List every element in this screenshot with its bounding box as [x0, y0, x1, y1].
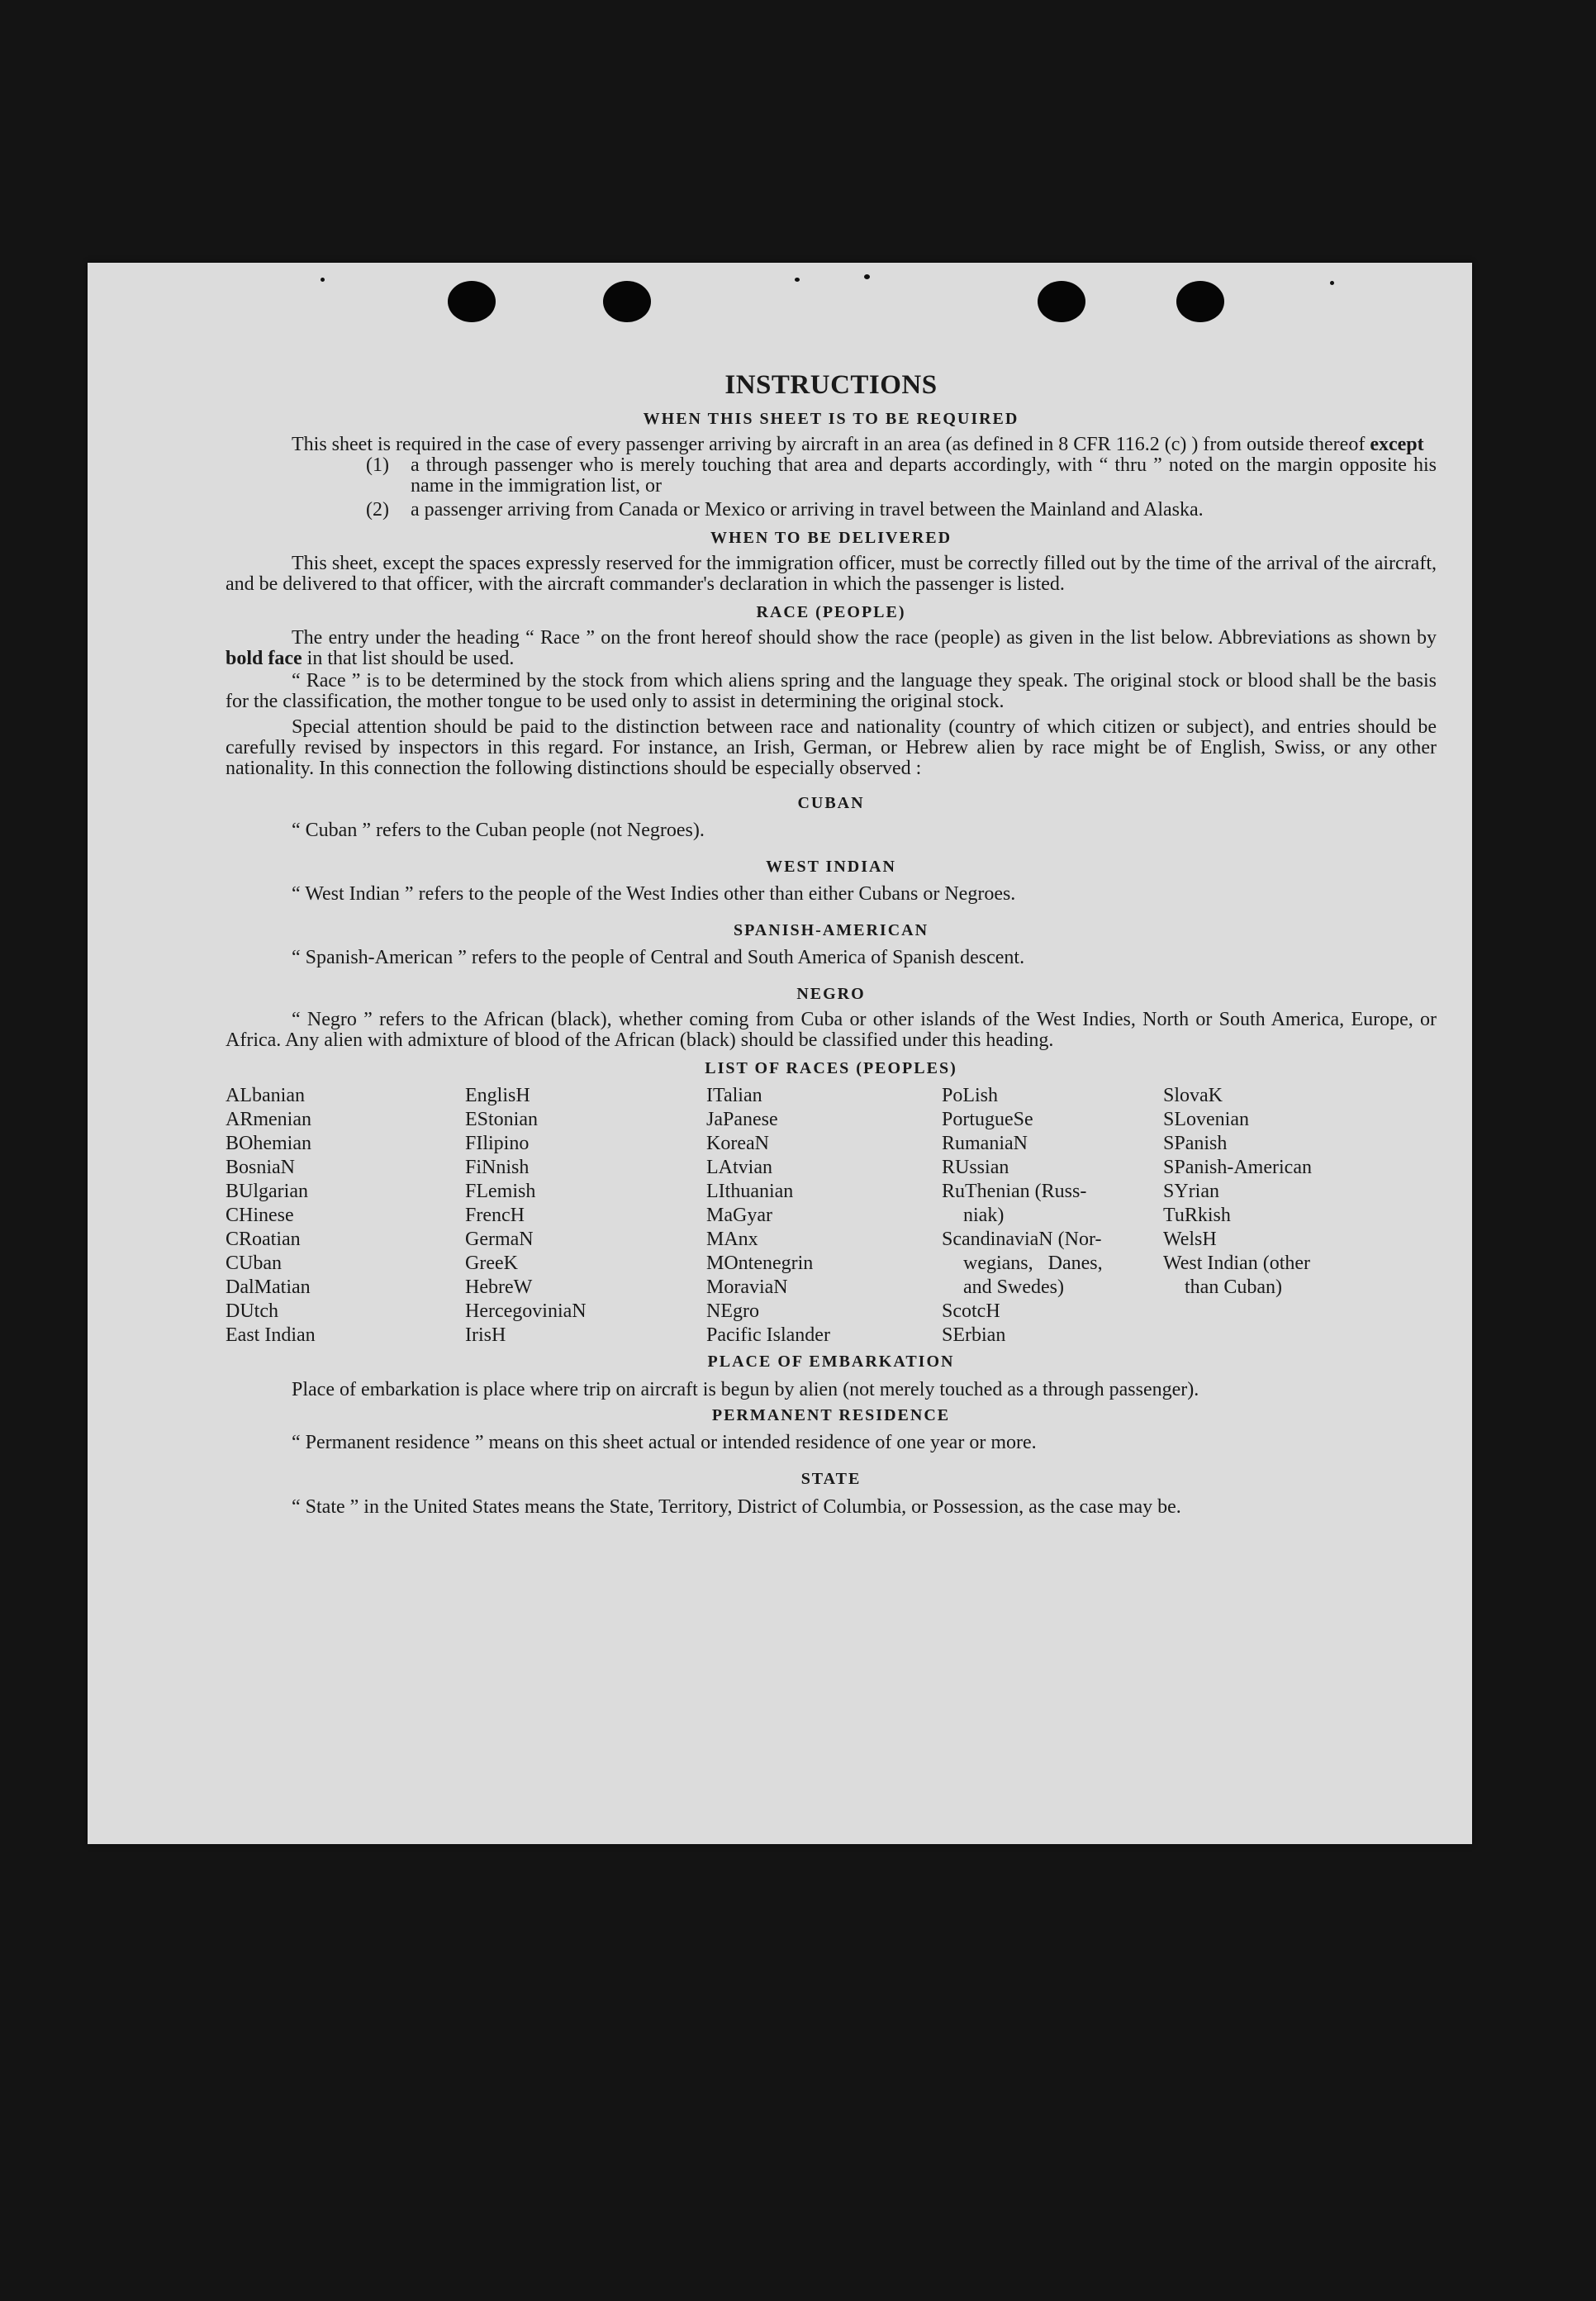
race-entry: ScandinaviaN (Nor- — [942, 1229, 1102, 1250]
race-entry: LAtvian — [706, 1157, 772, 1178]
race-entry: HebreW — [465, 1276, 533, 1298]
speck — [864, 274, 870, 279]
race-entry: RumaniaN — [942, 1133, 1028, 1154]
race-entry: SErbian — [942, 1324, 1006, 1346]
race-entry: CHinese — [226, 1205, 294, 1226]
race-entry: SPanish — [1163, 1133, 1228, 1154]
section-heading-state: STATE — [800, 1470, 862, 1488]
west-indian-text: “ West Indian ” refers to the people of the West Indies other than either Cubans or Negroes. — [292, 883, 1016, 905]
race-entry: GreeK — [465, 1253, 518, 1274]
race-entry: NEgro — [706, 1300, 759, 1322]
instructions-content — [226, 368, 1437, 1520]
race-entry: DalMatian — [226, 1276, 311, 1298]
race-entry: PortugueSe — [942, 1109, 1033, 1130]
section-heading-race: RACE (PEOPLE) — [756, 603, 906, 621]
section-heading-embarkation: PLACE OF EMBARKATION — [707, 1353, 955, 1371]
race-entry: BosniaN — [226, 1157, 295, 1178]
race-entry: FIlipino — [465, 1133, 530, 1154]
race-entry: FrencH — [465, 1205, 525, 1226]
spanish-american-text: “ Spanish-American ” refers to the people of Central and South America of Spanish descent. — [292, 947, 1025, 968]
section-heading-west-indian: WEST INDIAN — [766, 858, 896, 876]
race-entry: JaPanese — [706, 1109, 778, 1130]
races-column — [1163, 1084, 1354, 1348]
exception-item: (2) a passenger arriving from Canada or Mexico or arriving in travel between the Mainland and Alaska. — [366, 499, 1204, 521]
races-column — [942, 1084, 1163, 1348]
race-entry: East Indian — [226, 1324, 316, 1346]
when-required-intro: This sheet is required in the case of every passenger arriving by aircraft in an area (as defined in 8 CFR 116.2 (c) ) from outside thereof except — [292, 434, 1424, 455]
exception-item: (1) a through passenger who is merely touching that area and departs accordingly, with “ thru ” noted on the margin opposite his name in the immigration list, or — [366, 454, 1437, 497]
race-entry: MaGyar — [706, 1205, 772, 1226]
embarkation-text: Place of embarkation is place where trip on aircraft is begun by alien (not merely touched as a through passenger). — [292, 1379, 1199, 1400]
negro-text: “ Negro ” refers to the African (black), whether coming from Cuba or other islands of the West Indies, North or South America, Europe, or Africa. Any alien with admixture of blood of the African (black) should be classified under this heading. — [226, 1009, 1437, 1051]
race-entry: Pacific Islander — [706, 1324, 830, 1346]
section-heading-spanish-american: SPANISH-AMERICAN — [733, 921, 929, 939]
race-entry: EnglisH — [465, 1085, 530, 1106]
race-entry: West Indian (other — [1163, 1253, 1311, 1274]
race-entry: WelsH — [1163, 1229, 1217, 1250]
section-heading-when-required: WHEN THIS SHEET IS TO BE REQUIRED — [643, 410, 1019, 428]
race-entry: CRoatian — [226, 1229, 301, 1250]
speck — [321, 278, 325, 282]
cuban-text: “ Cuban ” refers to the Cuban people (not Negroes). — [292, 820, 705, 841]
race-entry: CUban — [226, 1253, 282, 1274]
race-entry: PoLish — [942, 1085, 999, 1106]
punch-hole — [603, 281, 651, 322]
document-title: INSTRUCTIONS — [724, 370, 938, 400]
document-sheet — [88, 263, 1472, 1844]
race-entry: RuThenian (Russ- — [942, 1181, 1087, 1202]
section-heading-negro: NEGRO — [796, 985, 866, 1003]
race-entry: SYrian — [1163, 1181, 1219, 1202]
section-heading-when-delivered: WHEN TO BE DELIVERED — [710, 529, 952, 547]
race-entry: RUssian — [942, 1157, 1009, 1178]
section-heading-list-of-races: LIST OF RACES (PEOPLES) — [705, 1059, 957, 1077]
race-entry: HercegoviniaN — [465, 1300, 587, 1322]
section-heading-cuban: CUBAN — [797, 794, 865, 812]
race-entry: ARmenian — [226, 1109, 311, 1130]
punch-hole — [448, 281, 496, 322]
section-heading-residence: PERMANENT RESIDENCE — [711, 1406, 951, 1424]
races-column — [465, 1084, 706, 1348]
race-entry: SPanish-American — [1163, 1157, 1312, 1178]
race-entry: FLemish — [465, 1181, 536, 1202]
race-paragraph: The entry under the heading “ Race ” on the front hereof should show the race (people) as given in the list below. Abbreviations as shown by bold face in that list should be used. — [226, 627, 1437, 669]
races-column — [226, 1084, 465, 1348]
race-entry: BUlgarian — [226, 1181, 308, 1202]
race-entry: SLovenian — [1163, 1109, 1249, 1130]
race-entry: MAnx — [706, 1229, 758, 1250]
state-text: “ State ” in the United States means the State, Territory, District of Columbia, or Possession, as the case may be. — [292, 1496, 1181, 1518]
race-entry: SlovaK — [1163, 1085, 1223, 1106]
race-entry: wegians, Danes, — [963, 1253, 1103, 1274]
punch-hole — [1038, 281, 1085, 322]
race-entry: ScotcH — [942, 1300, 1000, 1322]
when-delivered-text: This sheet, except the spaces expressly reserved for the immigration officer, must be correctly filled out by the time of the arrival of the aircraft, and be delivered to that officer, with the aircraft commander's declaration in which the passenger is listed. — [226, 553, 1437, 595]
race-entry: EStonian — [465, 1109, 538, 1130]
speck — [1330, 281, 1334, 285]
races-column — [706, 1084, 942, 1348]
races-list — [226, 1084, 1437, 1348]
race-entry: than Cuban) — [1185, 1276, 1282, 1298]
race-entry: niak) — [963, 1205, 1005, 1226]
race-entry: and Swedes) — [963, 1276, 1064, 1298]
race-entry: MOntenegrin — [706, 1253, 814, 1274]
residence-text: “ Permanent residence ” means on this sheet actual or intended residence of one year or more. — [292, 1432, 1037, 1453]
race-entry: TuRkish — [1163, 1205, 1231, 1226]
punch-hole — [1176, 281, 1224, 322]
race-entry: FiNnish — [465, 1157, 530, 1178]
speck — [795, 278, 800, 282]
race-entry: KoreaN — [706, 1133, 769, 1154]
race-entry: BOhemian — [226, 1133, 311, 1154]
race-entry: GermaN — [465, 1229, 534, 1250]
race-entry: ALbanian — [226, 1085, 305, 1106]
race-entry: MoraviaN — [706, 1276, 788, 1298]
race-entry: DUtch — [226, 1300, 278, 1322]
race-entry: IrisH — [465, 1324, 506, 1346]
race-entry: ITalian — [706, 1085, 762, 1106]
race-entry: LIthuanian — [706, 1181, 794, 1202]
race-paragraph: Special attention should be paid to the distinction between race and nationality (country of which citizen or subject), and entries should be carefully revised by inspectors in this regard. For instance, an Irish, German, or Hebrew alien by race might be of English, Swiss, or any other nationality. In this connection the following distinctions should be especially observed : — [226, 716, 1437, 779]
race-paragraph: “ Race ” is to be determined by the stock from which aliens spring and the language they speak. The original stock or blood shall be the basis for the classification, the mother tongue to be used only to assist in determining the original stock. — [226, 670, 1437, 712]
